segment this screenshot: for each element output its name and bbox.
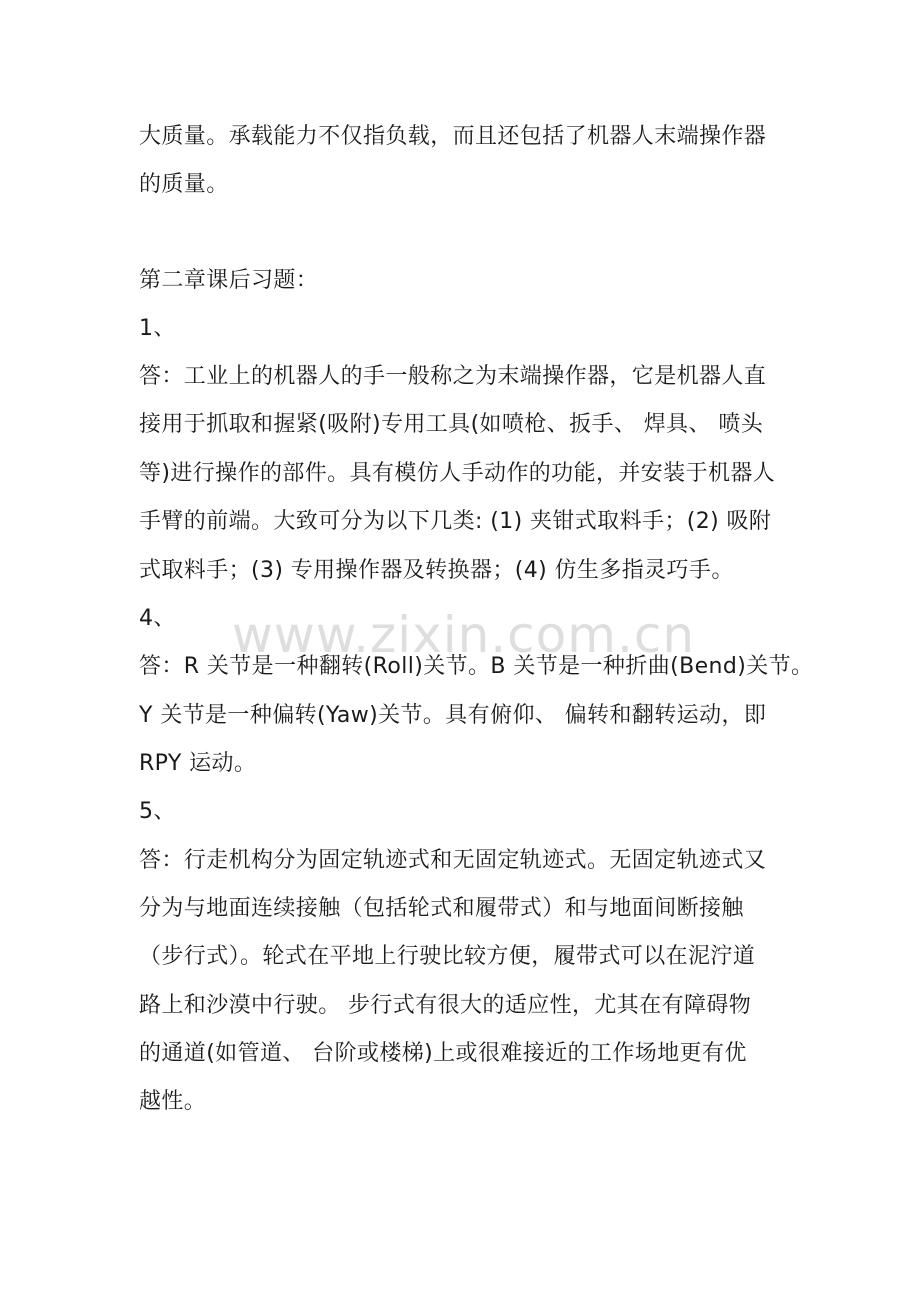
text-line: 大质量。承载能力不仅指负载，而且还包括了机器人末端操作器 [139, 124, 767, 149]
question-number: 4、 [139, 606, 176, 631]
question-number: 1、 [139, 316, 176, 341]
text-line: 路上和沙漠中行驶。 步行式有很大的适应性，尤其在有障碍物 [139, 993, 752, 1018]
text-line: 等)进行操作的部件。具有模仿人手动作的功能，并安装于机器人 [139, 461, 776, 486]
text-line: Y 关节是一种偏转(Yaw)关节。具有俯仰、 偏转和翻转运动，即 [139, 703, 767, 728]
text-line: 答：行走机构分为固定轨迹式和无固定轨迹式。无固定轨迹式又 [139, 848, 767, 873]
section-heading: 第二章课后习题： [139, 268, 319, 293]
text-line: 答：R 关节是一种翻转(Roll)关节。B 关节是一种折曲(Bend)关节。 [139, 654, 814, 679]
text-line: 的通道(如管道、 台阶或楼梯)上或很难接近的工作场地更有优 [139, 1041, 747, 1066]
text-line: 式取料手；(3) 专用操作器及转换器；(4) 仿生多指灵巧手。 [139, 558, 734, 583]
text-line: 的质量。 [139, 172, 229, 197]
text-line: （步行式）。轮式在平地上行驶比较方便，履带式可以在泥泞道 [139, 944, 756, 969]
text-line: 越性。 [139, 1089, 207, 1114]
question-number: 5、 [139, 799, 176, 824]
text-line: 分为与地面连续接触（包括轮式和履带式）和与地面间断接触 [139, 896, 744, 921]
text-line: 接用于抓取和握紧(吸附)专用工具(如喷枪、扳手、 焊具、 喷头 [139, 412, 764, 437]
text-line: RPY 运动。 [139, 751, 257, 776]
text-line: 答：工业上的机器人的手一般称之为末端操作器，它是机器人直 [139, 364, 767, 389]
watermark: www.zixin.com.cn [232, 606, 696, 664]
text-line: 手臂的前端。大致可分为以下几类: (1) 夹钳式取料手；(2) 吸附 [139, 509, 772, 534]
